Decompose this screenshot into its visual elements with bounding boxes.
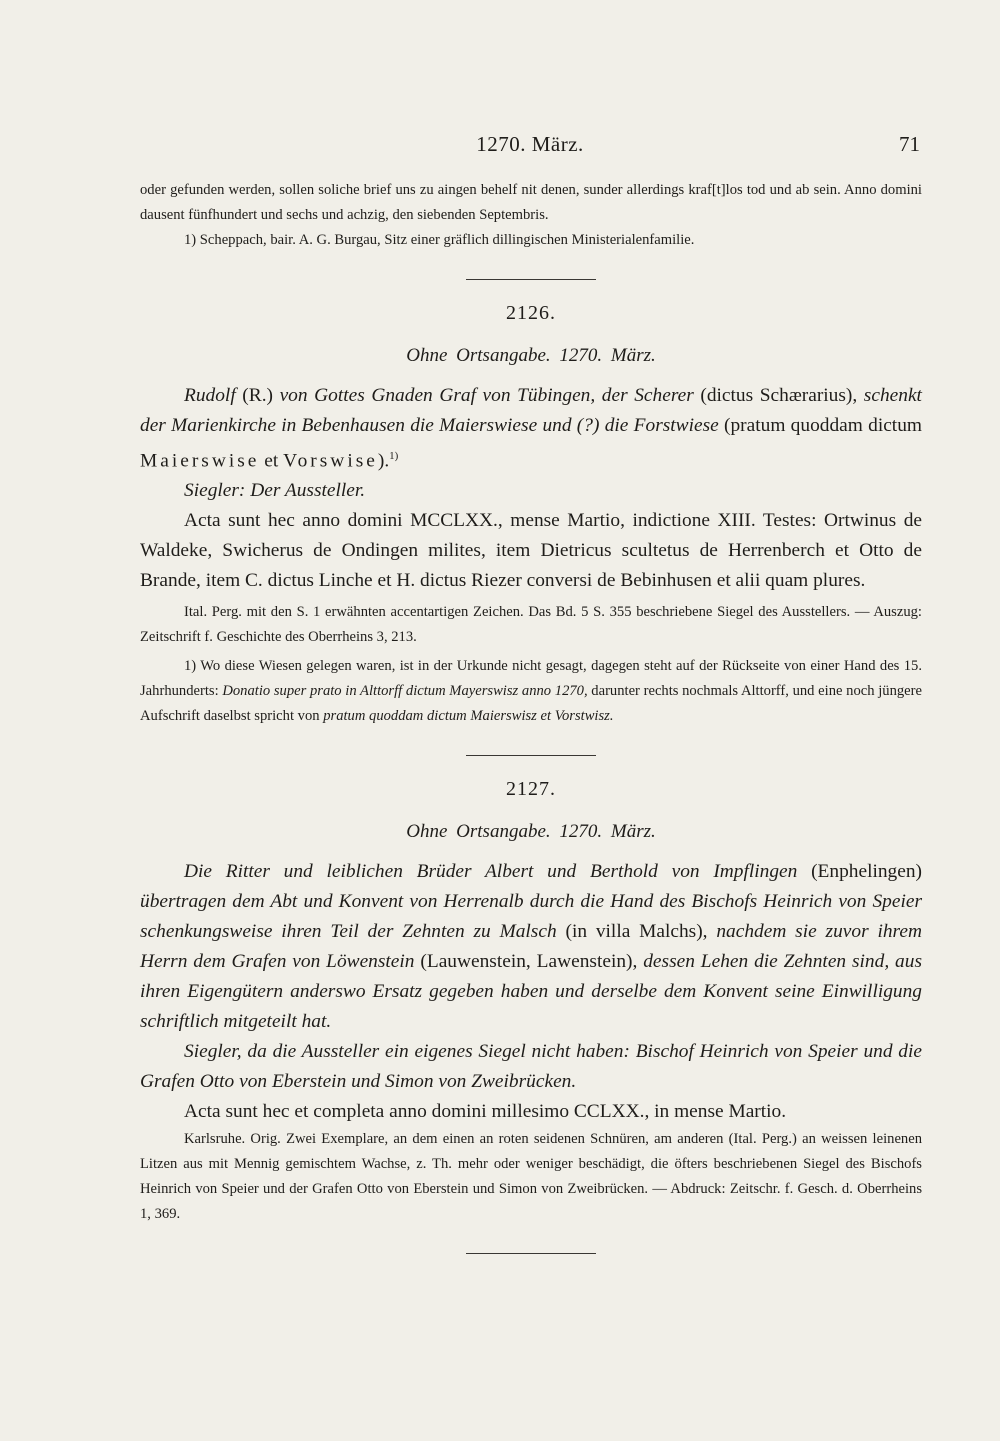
regest-part-2: (Enphelingen) <box>811 861 923 883</box>
regest-part-7: dessen Lehen die Zehnten sind, aus ihren Eigengütern anderswo Ersatz gegeben haben und derselbe dem Konvent seine Einwilligung schriftlich mitgeteilt hat. <box>140 951 922 1033</box>
regest-2126 <box>140 381 922 476</box>
regest-part-5: nachdem sie zuvor ihrem Herrn dem Grafen von Löwenstein <box>140 921 922 973</box>
footnote-text-a: 1) Wo diese Wiesen gelegen waren, ist in der Urkunde nicht gesagt, dagegen steht auf der Rückseite von einer Hand des 15. Jahrhunderts: <box>140 658 922 700</box>
continuation-text: oder gefunden werden, sollen soliche brief uns zu aingen behelf nit denen, sunder allerdings kraf[t]los tod und ab sein. Anno domini dausent fünfhundert und sechs und achzig, den siebenden Septembris. <box>140 182 922 223</box>
regest-vorswise: Vorswise <box>283 450 378 472</box>
footnote-2126 <box>140 654 922 729</box>
document-number-2127: 2127. <box>506 778 556 801</box>
footnote-text-b: darunter rechts nochmals Alttorff, und eine noch jüngere Aufschrift daselbst spricht von <box>140 683 922 725</box>
page-number: 71 <box>899 132 920 156</box>
regest-part-3: übertragen dem Abt und Konvent von Herrenalb durch die Hand des Bischofs Heinrich von Speier schenkungsweise ihren Teil der Zehnten zu Malsch <box>140 891 922 943</box>
source-2127: Karlsruhe. Orig. Zwei Exemplare, an dem einen an roten seidenen Schnüren, am anderen (Ital. Perg.) an weissen leinenen Litzen aus mit Mennig gemischtem Wachse, z. Th. mehr oder weniger beschädigt, die öfters beschriebenen Siegel des Bischofs Heinrich von Speier und der Grafen Otto von Eberstein und Simon von Zweibrücken. — Abdruck: Zeitschr. f. Gesch. d. Oberrheins 1, 369. <box>140 1131 922 1223</box>
regest-part-1: Die Ritter und leiblichen Brüder Albert und Berthold von Impflingen <box>184 861 798 883</box>
section-divider <box>466 755 596 756</box>
siegler-2126: Siegler: Der Aussteller. <box>184 480 366 502</box>
regest-close: ). <box>377 450 390 472</box>
acta-2127: Acta sunt hec et completa anno domini millesimo CCLXX., in mense Martio. <box>184 1101 787 1123</box>
section-divider <box>466 1253 596 1254</box>
regest-title: von Gottes Gnaden Graf von Tübingen, der Scherer <box>279 385 694 406</box>
regest-maierswise: Maierswise <box>140 450 260 472</box>
footnote-quote-a: Donatio super prato in Alttorff dictum Mayerswisz anno 1270, <box>222 683 588 700</box>
place-date-2126: Ohne Ortsangabe. 1270. März. <box>406 345 656 366</box>
regest-dictus: (dictus Schærarius), <box>700 385 858 406</box>
siegler-2127: Siegler, da die Aussteller ein eigenes Siegel nicht haben: Bischof Heinrich von Speier und die Grafen Otto von Eberstein und Simon von Zweibrücken. <box>140 1041 922 1093</box>
regest-initial: (R.) <box>242 385 273 406</box>
place-date-2127: Ohne Ortsangabe. 1270. März. <box>406 821 656 843</box>
regest-pratum: (pratum quoddam dictum <box>724 415 922 436</box>
regest-part-4: (in villa Malchs), <box>565 921 708 943</box>
footnote-mark: 1) <box>389 450 399 462</box>
regest-action: schenkt der Marienkirche in Bebenhausen die Maierswiese und (?) die Forstwiese <box>140 385 922 436</box>
regest-name: Rudolf <box>184 385 236 406</box>
page-content <box>140 178 922 1254</box>
source-2126: Ital. Perg. mit den S. 1 erwähnten accentartigen Zeichen. Das Bd. 5 S. 355 beschriebene Siegel des Ausstellers. — Auszug: Zeitschrift f. Geschichte des Oberrheins 3, 213. <box>140 604 922 646</box>
continuation-footnote: 1) Scheppach, bair. A. G. Burgau, Sitz einer gräflich dillingischen Ministerialenfamilie. <box>184 232 695 248</box>
regest-et: et <box>264 450 279 472</box>
section-divider <box>466 279 596 280</box>
page-header <box>140 132 920 166</box>
regest-2127 <box>140 857 922 1037</box>
document-number-2126: 2126. <box>506 302 556 324</box>
running-title: 1270. März. <box>476 132 584 156</box>
regest-part-6: (Lauwenstein, Lawenstein), <box>420 951 638 973</box>
footnote-quote-b: pratum quoddam dictum Maierswisz et Vorstwisz. <box>323 708 614 725</box>
acta-2126: Acta sunt hec anno domini MCCLXX., mense Martio, indictione XIII. Testes: Ortwinus de Waldeke, Swicherus de Ondingen milites, item Dietricus scultetus de Herrenberch et Otto de Brande, item C. dictus Linche et H. dictus Riezer conversi de Bebinhusen et alii quam plures. <box>140 510 922 592</box>
